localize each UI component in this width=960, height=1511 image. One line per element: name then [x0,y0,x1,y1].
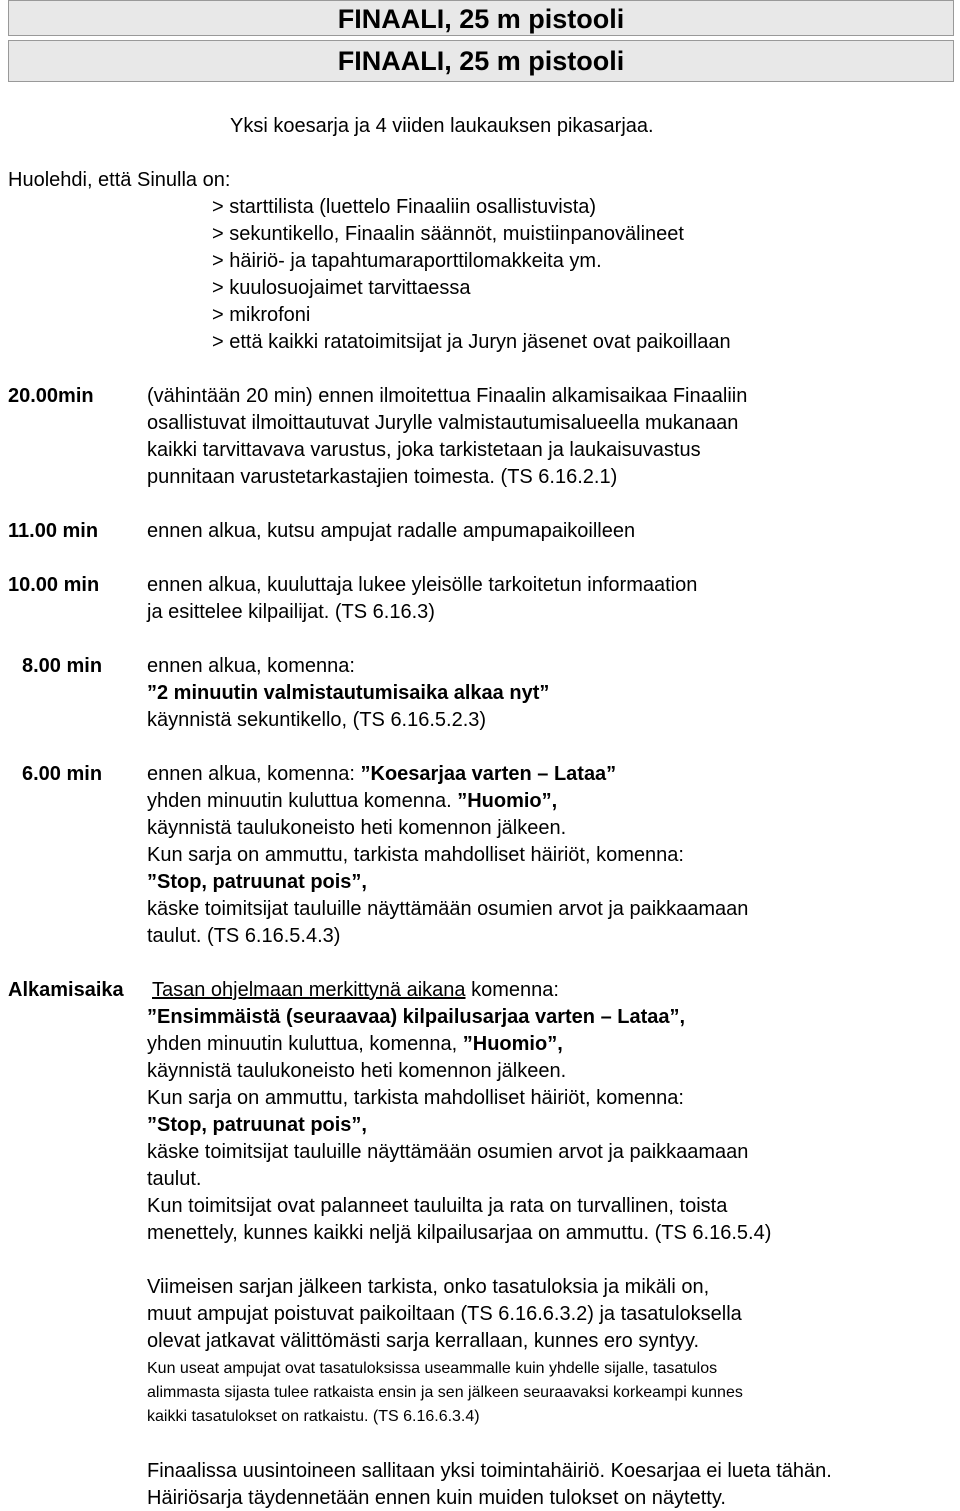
start-label: Alkamisaika [8,979,124,1001]
step-6-line [147,788,557,814]
step-6-command: ”Huomio”, [457,790,558,812]
step-8-text: ennen alkua, komenna: [147,655,355,677]
tie-text: muut ampujat poistuvat paikoiltaan (TS 6.16.6.3.2) ja tasatuloksella [147,1303,742,1325]
checklist-item: > häiriö- ja tapahtumaraporttilomakkeita ym. [212,250,602,272]
time-label-8: 8.00 min [22,655,103,677]
start-line [152,977,559,1003]
step-20-text: osallistuvat ilmoittautuvat Jurylle valmistautumisalueella mukanaan [147,412,739,434]
step-6-text: taulut. (TS 6.16.5.4.3) [147,925,341,947]
step-11-text: ennen alkua, kutsu ampujat radalle ampumapaikoilleen [147,520,636,542]
start-text: yhden minuutin kuluttua, komenna, [147,1033,463,1055]
checklist-item: > sekuntikello, Finaalin säännöt, muistiinpanovälineet [212,223,684,245]
footer-text: Häiriösarja täydennetään ennen kuin muiden tulokset on näytetty. [147,1487,726,1509]
step-6-text: käske toimitsijat tauluille näyttämään osumien arvot ja paikkaamaan [147,898,749,920]
tie-text: Viimeisen sarjan jälkeen tarkista, onko tasatuloksia ja mikäli on, [147,1276,710,1298]
tie-text: olevat jatkavat välittömästi sarja kerrallaan, kunnes ero syntyy. [147,1330,700,1352]
start-text: komenna: [465,979,559,1001]
time-label-10: 10.00 min [8,574,100,596]
step-20-text: (vähintään 20 min) ennen ilmoitettua Finaalin alkamisaikaa Finaaliin [147,385,748,407]
tie-note: kaikki tasatulokset on ratkaistu. (TS 6.16.6.3.4) [147,1408,480,1425]
step-10-text: ennen alkua, kuuluttaja lukee yleisölle tarkoitetun informaation [147,574,698,596]
step-6-text: yhden minuutin kuluttua komenna. [147,790,458,812]
start-text: käynnistä taulukoneisto heti komennon jälkeen. [147,1060,567,1082]
start-text: menettely, kunnes kaikki neljä kilpailusarjaa on ammuttu. (TS 6.16.5.4) [147,1222,772,1244]
start-text: taulut. [147,1168,202,1190]
page-subtitle: FINAALI, 25 m pistooli [8,40,954,82]
start-text: käske toimitsijat tauluille näyttämään osumien arvot ja paikkaamaan [147,1141,749,1163]
footer-text: Finaalissa uusintoineen sallitaan yksi toimintahäiriö. Koesarjaa ei lueta tähän. [147,1460,832,1482]
start-line [147,1031,563,1057]
start-command: ”Huomio”, [462,1033,563,1055]
checklist-item: > kuulosuojaimet tarvittaessa [212,277,471,299]
step-6-text: Kun sarja on ammuttu, tarkista mahdolliset häiriöt, komenna: [147,844,684,866]
checklist-heading: Huolehdi, että Sinulla on: [8,169,231,191]
time-label-6: 6.00 min [22,763,103,785]
step-6-text: käynnistä taulukoneisto heti komennon jälkeen. [147,817,567,839]
start-command: ”Ensimmäistä (seuraavaa) kilpailusarjaa varten – Lataa”, [147,1006,686,1028]
step-8-text: käynnistä sekuntikello, (TS 6.16.5.2.3) [147,709,487,731]
start-command: ”Stop, patruunat pois”, [147,1114,367,1136]
step-20-text: punnitaan varustetarkastajien toimesta. (TS 6.16.2.1) [147,466,618,488]
step-6-command: ”Stop, patruunat pois”, [147,871,367,893]
start-text: Kun toimitsijat ovat palanneet tauluilta ja rata on turvallinen, toista [147,1195,728,1217]
start-time-note: Tasan ohjelmaan merkittynä aikana [152,979,466,1001]
tie-note: alimmasta sijasta tulee ratkaista ensin ja sen jälkeen seuraavaksi korkeampi kunnes [147,1384,743,1401]
step-8-command: ”2 minuutin valmistautumisaika alkaa nyt” [147,682,550,704]
step-6-line [147,761,616,787]
page-title: FINAALI, 25 m pistooli [8,0,954,36]
step-10-text: ja esittelee kilpailijat. (TS 6.16.3) [147,601,435,623]
checklist-item: > että kaikki ratatoimitsijat ja Juryn jäsenet ovat paikoillaan [212,331,731,353]
intro: Yksi koesarja ja 4 viiden laukauksen pikasarjaa. [230,115,654,137]
start-text: Kun sarja on ammuttu, tarkista mahdolliset häiriöt, komenna: [147,1087,684,1109]
step-6-command: ”Koesarjaa varten – Lataa” [360,763,617,785]
step-20-text: kaikki tarvittavava varustus, joka tarkistetaan ja laukaisuvastus [147,439,701,461]
time-label-11: 11.00 min [8,520,99,542]
checklist-item: > mikrofoni [212,304,311,326]
step-6-text: ennen alkua, komenna: [147,763,361,785]
tie-note: Kun useat ampujat ovat tasatuloksissa useammalle kuin yhdelle sijalle, tasatulos [147,1360,718,1377]
checklist-item: > starttilista (luettelo Finaaliin osallistuvista) [212,196,597,218]
time-label-20: 20.00min [8,385,94,407]
